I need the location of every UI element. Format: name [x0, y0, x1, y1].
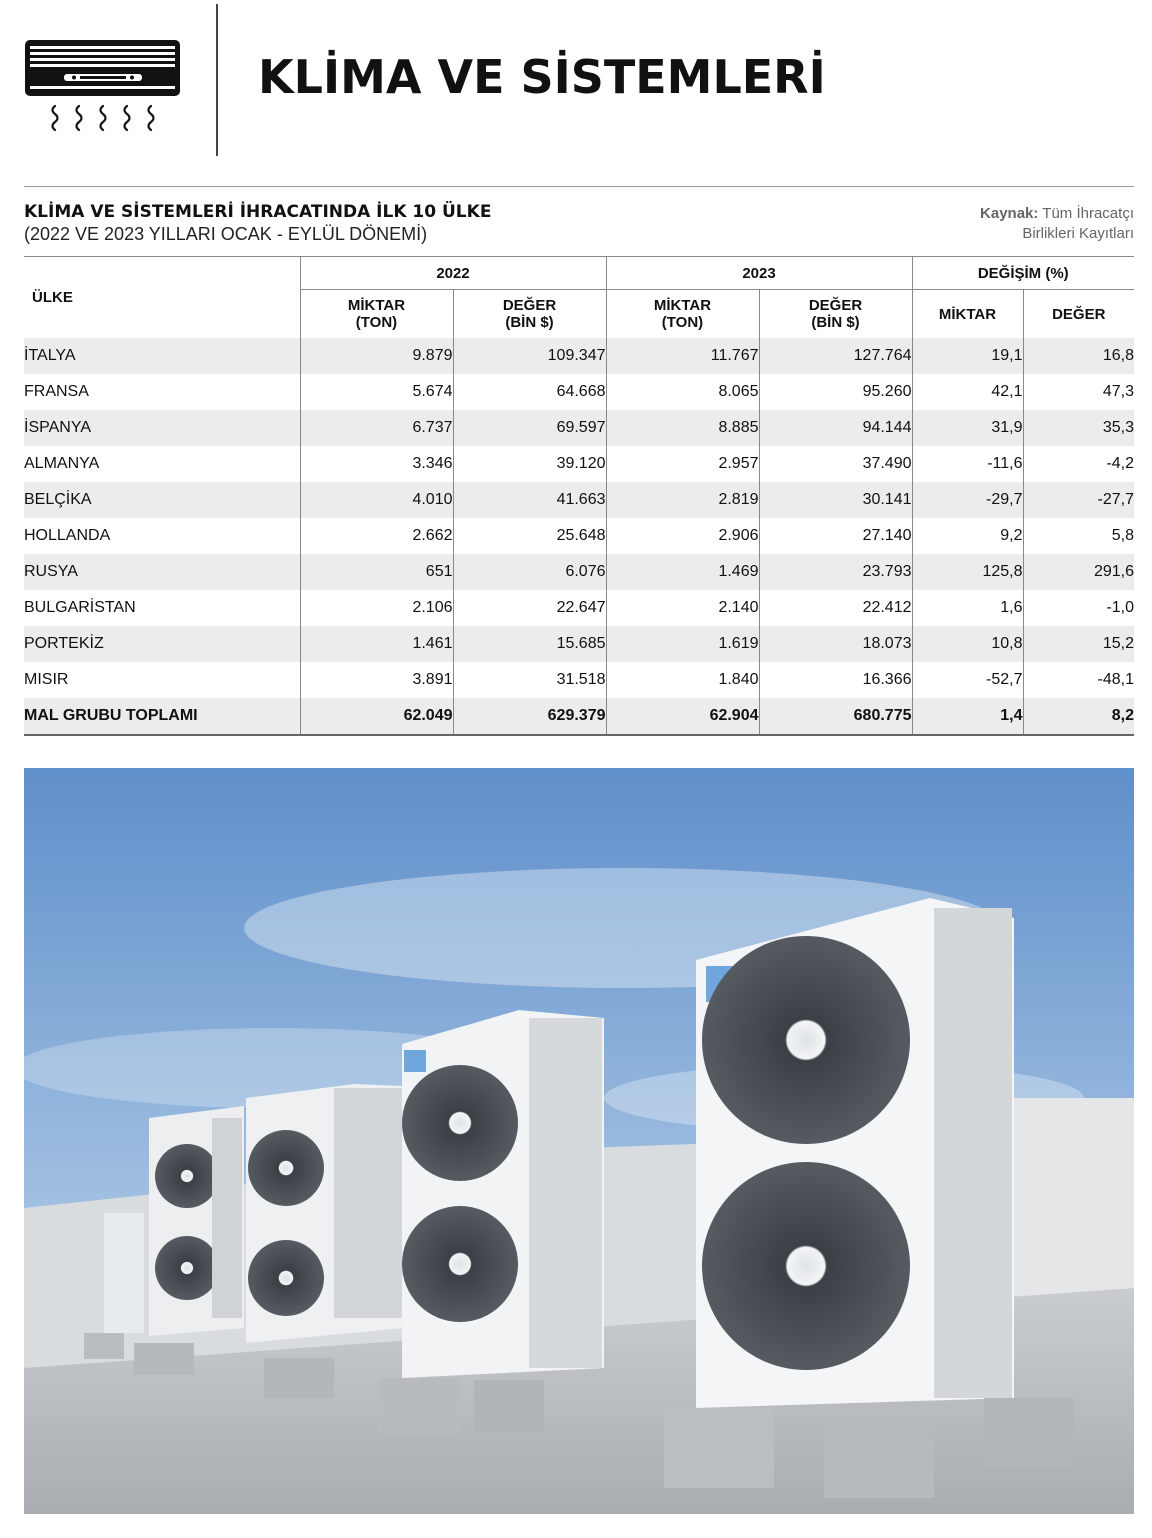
value-2023-cell: 27.140	[759, 518, 912, 554]
value-2022-cell: 15.685	[453, 626, 606, 662]
change-value-cell: 16,8	[1023, 338, 1134, 374]
value-2022-cell: 25.648	[453, 518, 606, 554]
change-value-cell: 47,3	[1023, 374, 1134, 410]
country-cell: İTALYA	[24, 338, 300, 374]
change-header: DEĞİŞİM (%)	[912, 257, 1134, 290]
source-text-line1: Tüm İhracatçı	[1042, 205, 1134, 222]
change-value-cell: -1,0	[1023, 590, 1134, 626]
value-2022-cell: 64.668	[453, 374, 606, 410]
country-cell: BULGARİSTAN	[24, 599, 136, 616]
change-qty-header: MİKTAR	[912, 290, 1023, 339]
year-2022-header: 2022	[300, 257, 606, 290]
value-2023-cell: 37.490	[759, 446, 912, 482]
change-qty-cell: 9,2	[912, 518, 1023, 554]
air-conditioner-icon	[24, 38, 184, 138]
change-value-cell: 15,2	[1023, 626, 1134, 662]
total-row	[24, 698, 1134, 735]
country-cell: ALMANYA	[24, 455, 100, 472]
change-value-cell: 35,3	[1023, 410, 1134, 446]
change-value-cell: -4,2	[1023, 446, 1134, 482]
country-cell: PORTEKİZ	[24, 626, 300, 662]
change-value-cell: -27,7	[1023, 482, 1134, 518]
change-qty-cell: 19,1	[912, 338, 1023, 374]
change-qty-cell: 125,8	[912, 554, 1023, 590]
qty-2022-cell: 651	[300, 554, 453, 590]
value-2022-cell: 6.076	[453, 554, 606, 590]
page-header	[0, 0, 1152, 170]
value-2023-cell: 22.412	[759, 590, 912, 626]
country-cell: FRANSA	[24, 383, 89, 400]
year-2023-header: 2023	[606, 257, 912, 290]
qty-2022-cell: 9.879	[300, 338, 453, 374]
qty-2022-cell: 1.461	[300, 626, 453, 662]
table-row	[24, 518, 1134, 554]
change-qty-cell: 42,1	[912, 374, 1023, 410]
value-2023-cell: 18.073	[759, 626, 912, 662]
value-2023-cell: 127.764	[759, 338, 912, 374]
source-text-line2: Birlikleri Kayıtları	[1022, 225, 1134, 242]
value-2023-cell: 23.793	[759, 554, 912, 590]
qty-2022-cell: 6.737	[300, 410, 453, 446]
table-row	[24, 590, 1134, 626]
country-column-header: ÜLKE	[24, 257, 300, 339]
source-label: Kaynak:	[980, 205, 1039, 222]
value-2022-cell: 39.120	[453, 446, 606, 482]
qty-2023-cell: 1.469	[606, 554, 759, 590]
change-qty-cell: -52,7	[912, 662, 1023, 698]
value-2023-cell: 95.260	[759, 374, 912, 410]
qty-2023-cell: 11.767	[606, 338, 759, 374]
qty-2023-cell: 1.840	[606, 662, 759, 698]
total-label-cell: MAL GRUBU TOPLAMI	[24, 698, 300, 735]
export-table	[24, 256, 1134, 736]
total-qty-2022-cell: 62.049	[300, 698, 453, 735]
page-title: KLİMA VE SİSTEMLERİ	[258, 50, 826, 104]
table-row	[24, 338, 1134, 374]
qty-2022-cell: 3.891	[300, 662, 453, 698]
value-2023-cell: 16.366	[759, 662, 912, 698]
qty-2022-cell: 2.106	[300, 590, 453, 626]
country-cell: RUSYA	[24, 554, 300, 590]
change-value-cell: -48,1	[1023, 662, 1134, 698]
qty-2022-header: MİKTAR (TON)	[300, 290, 453, 339]
table-subtitle: (2022 VE 2023 YILLARI OCAK - EYLÜL DÖNEMİ)	[24, 224, 428, 244]
table-row	[24, 626, 1134, 662]
value-2022-cell: 41.663	[453, 482, 606, 518]
table-row	[24, 374, 1134, 410]
change-value-cell: 291,6	[1023, 554, 1134, 590]
value-2023-cell: 94.144	[759, 410, 912, 446]
table-row	[24, 554, 1134, 590]
total-qty-2023-cell: 62.904	[606, 698, 759, 735]
qty-2023-header: MİKTAR (TON)	[606, 290, 759, 339]
qty-2023-cell: 2.819	[606, 482, 759, 518]
change-value-cell: 5,8	[1023, 518, 1134, 554]
value-2022-cell: 109.347	[453, 338, 606, 374]
country-cell: MISIR	[24, 671, 69, 688]
qty-2022-cell: 2.662	[300, 518, 453, 554]
qty-2022-cell: 4.010	[300, 482, 453, 518]
change-qty-cell: 10,8	[912, 626, 1023, 662]
qty-2022-cell: 3.346	[300, 446, 453, 482]
value-2022-cell: 31.518	[453, 662, 606, 698]
source-note	[980, 204, 1134, 244]
qty-2023-cell: 8.065	[606, 374, 759, 410]
total-value-2023-cell: 680.775	[759, 698, 912, 735]
country-cell: BELÇİKA	[24, 482, 300, 518]
change-qty-cell: -29,7	[912, 482, 1023, 518]
header-divider	[216, 4, 218, 156]
qty-2023-cell: 2.906	[606, 518, 759, 554]
table-header-row	[24, 257, 1134, 290]
table-title: KLİMA VE SİSTEMLERİ İHRACATINDA İLK 10 ÜLKE	[24, 202, 492, 222]
country-cell: İSPANYA	[24, 410, 300, 446]
qty-2023-cell: 2.140	[606, 590, 759, 626]
value-2022-cell: 22.647	[453, 590, 606, 626]
rooftop-ac-units-photo	[24, 768, 1134, 1514]
table-row	[24, 446, 1134, 482]
value-2022-cell: 69.597	[453, 410, 606, 446]
qty-2023-cell: 1.619	[606, 626, 759, 662]
change-qty-cell: 31,9	[912, 410, 1023, 446]
total-change-qty-cell: 1,4	[912, 698, 1023, 735]
total-value-2022-cell: 629.379	[453, 698, 606, 735]
total-change-value-cell: 8,2	[1023, 698, 1134, 735]
table-row	[24, 410, 1134, 446]
change-qty-cell: -11,6	[912, 446, 1023, 482]
qty-2022-cell: 5.674	[300, 374, 453, 410]
qty-2023-cell: 2.957	[606, 446, 759, 482]
table-row	[24, 662, 1134, 698]
section-divider	[24, 186, 1134, 187]
change-value-header: DEĞER	[1023, 290, 1134, 339]
qty-2023-cell: 8.885	[606, 410, 759, 446]
country-cell: HOLLANDA	[24, 527, 111, 544]
value-2022-header: DEĞER (BİN $)	[453, 290, 606, 339]
value-2023-header: DEĞER (BİN $)	[759, 290, 912, 339]
value-2023-cell: 30.141	[759, 482, 912, 518]
table-row	[24, 482, 1134, 518]
change-qty-cell: 1,6	[912, 590, 1023, 626]
